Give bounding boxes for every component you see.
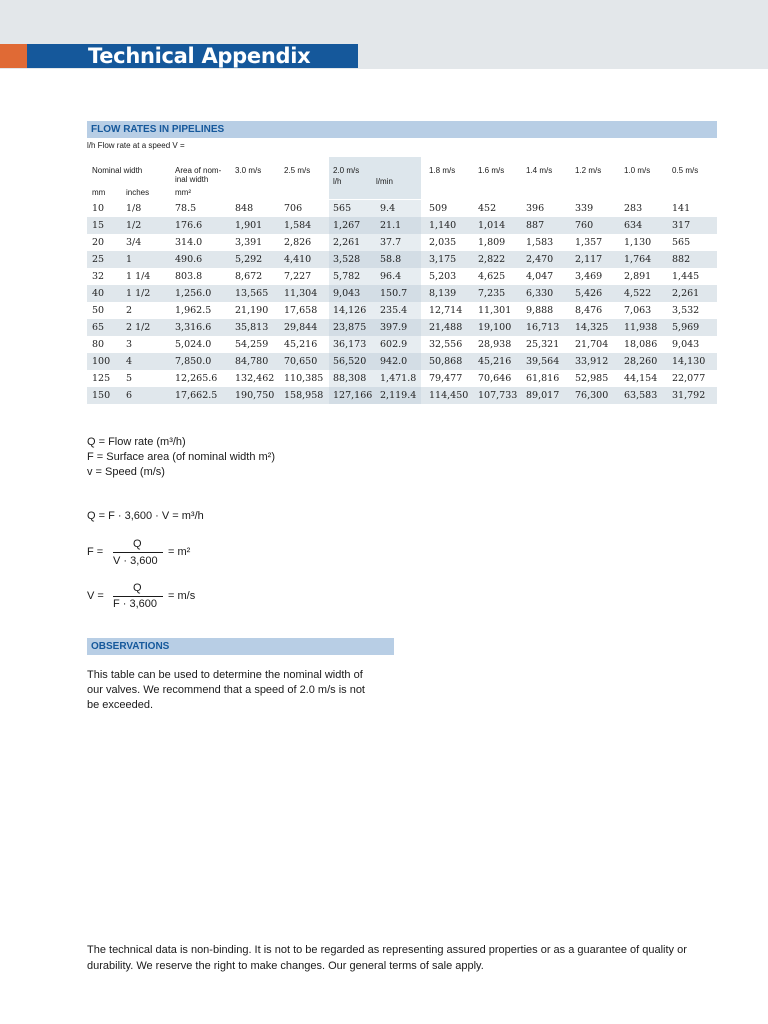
- cell-speed-1-4: 2,470: [526, 254, 554, 265]
- header-area-unit: mm²: [175, 188, 191, 197]
- table-row: [87, 336, 717, 353]
- observations-heading: OBSERVATIONS: [87, 638, 394, 655]
- f-formula-lhs: F =: [87, 546, 104, 558]
- cell-inches: 1/8: [126, 203, 142, 214]
- cell-speed-1-0: 28,260: [624, 356, 658, 367]
- cell-speed-1-0: 11,938: [624, 322, 658, 333]
- cell-mm: 20: [92, 237, 105, 248]
- f-formula-numerator: Q: [133, 538, 142, 550]
- header-speed-1-4: 1.4 m/s: [526, 166, 553, 175]
- cell-speed-2-5: 2,826: [284, 237, 312, 248]
- cell-lmin: 397.9: [380, 322, 408, 333]
- title-bar: [27, 44, 358, 68]
- cell-speed-1-2: 1,357: [575, 237, 603, 248]
- cell-speed-1-2: 8,476: [575, 305, 603, 316]
- cell-speed-1-2: 33,912: [575, 356, 609, 367]
- cell-mm: 100: [92, 356, 111, 367]
- cell-area: 490.6: [175, 254, 203, 265]
- f-formula-denominator: V · 3,600: [113, 555, 158, 567]
- legend-f: [87, 451, 275, 463]
- cell-inches: 3/4: [126, 237, 142, 248]
- cell-speed-3-0: 21,190: [235, 305, 269, 316]
- cell-speed-1-6: 11,301: [478, 305, 512, 316]
- cell-speed-2-5: 158,958: [284, 390, 324, 401]
- cell-speed-1-6: 107,733: [478, 390, 518, 401]
- cell-lmin: 9.4: [380, 203, 396, 214]
- cell-speed-1-6: 2,822: [478, 254, 506, 265]
- header-speed-3-0: 3.0 m/s: [235, 166, 262, 175]
- cell-speed-2-5: 29,844: [284, 322, 318, 333]
- cell-speed-1-4: 39,564: [526, 356, 560, 367]
- cell-speed-3-0: 190,750: [235, 390, 275, 401]
- cell-speed-1-0: 283: [624, 203, 643, 214]
- cell-lh: 2,261: [333, 237, 361, 248]
- cell-speed-2-5: 1,584: [284, 220, 312, 231]
- cell-speed-3-0: 8,672: [235, 271, 263, 282]
- legend-q: [87, 436, 186, 448]
- cell-speed-3-0: 84,780: [235, 356, 269, 367]
- cell-inches: 1 1/4: [126, 271, 151, 282]
- cell-lh: 127,166: [333, 390, 373, 401]
- cell-speed-1-4: 61,816: [526, 373, 560, 384]
- cell-area: 1,256.0: [175, 288, 212, 299]
- cell-mm: 25: [92, 254, 105, 265]
- cell-speed-3-0: 3,391: [235, 237, 263, 248]
- cell-area: 3,316.6: [175, 322, 212, 333]
- table-row: [87, 268, 717, 285]
- q-formula: Q = F · 3,600 · V = m³/h: [87, 510, 204, 522]
- header-speed-1-2: 1.2 m/s: [575, 166, 602, 175]
- cell-speed-1-0: 63,583: [624, 390, 658, 401]
- cell-speed-1-4: 887: [526, 220, 545, 231]
- cell-speed-2-5: 17,658: [284, 305, 318, 316]
- cell-lmin: 150.7: [380, 288, 408, 299]
- legend-v: [87, 466, 165, 478]
- cell-speed-1-8: 12,714: [429, 305, 463, 316]
- cell-speed-3-0: 13,565: [235, 288, 269, 299]
- cell-lmin: 602.9: [380, 339, 408, 350]
- cell-inches: 2: [126, 305, 133, 316]
- highlight-column-header: [329, 157, 421, 199]
- cell-area: 314.0: [175, 237, 203, 248]
- cell-speed-1-0: 7,063: [624, 305, 652, 316]
- cell-speed-1-8: 2,035: [429, 237, 457, 248]
- cell-speed-2-5: 70,650: [284, 356, 318, 367]
- cell-area: 78.5: [175, 203, 197, 214]
- cell-speed-0-5: 565: [672, 237, 691, 248]
- cell-inches: 1 1/2: [126, 288, 151, 299]
- header-speed-1-8: 1.8 m/s: [429, 166, 456, 175]
- cell-speed-0-5: 317: [672, 220, 691, 231]
- cell-speed-1-2: 14,325: [575, 322, 609, 333]
- cell-speed-1-8: 79,477: [429, 373, 463, 384]
- cell-lh: 14,126: [333, 305, 367, 316]
- table-subtitle: l/h Flow rate at a speed V =: [87, 141, 185, 150]
- table-row: [87, 302, 717, 319]
- cell-mm: 40: [92, 288, 105, 299]
- cell-speed-1-8: 114,450: [429, 390, 469, 401]
- cell-inches: 5: [126, 373, 133, 384]
- v-formula-numerator: Q: [133, 582, 142, 594]
- disclaimer-footer: The technical data is non-binding. It is not to be regarded as representing assured properties or as a guarantee of quality or durability. We reserve the right to make changes. Our general terms of sale apply.: [87, 944, 687, 972]
- cell-speed-1-0: 4,522: [624, 288, 652, 299]
- cell-lmin: 942.0: [380, 356, 408, 367]
- cell-lh: 5,782: [333, 271, 361, 282]
- cell-speed-1-6: 7,235: [478, 288, 506, 299]
- cell-area: 803.8: [175, 271, 203, 282]
- table-row: [87, 285, 717, 302]
- flow-rate-table: [87, 200, 717, 404]
- cell-speed-0-5: 14,130: [672, 356, 706, 367]
- cell-inches: 2 1/2: [126, 322, 151, 333]
- cell-speed-2-5: 45,216: [284, 339, 318, 350]
- cell-speed-3-0: 1,901: [235, 220, 263, 231]
- cell-speed-1-6: 1,809: [478, 237, 506, 248]
- cell-speed-2-5: 11,304: [284, 288, 318, 299]
- v-formula-rhs: = m/s: [168, 590, 196, 602]
- cell-lh: 88,308: [333, 373, 367, 384]
- cell-lmin: 21.1: [380, 220, 402, 231]
- cell-lh: 565: [333, 203, 352, 214]
- cell-speed-1-8: 50,868: [429, 356, 463, 367]
- cell-speed-1-2: 21,704: [575, 339, 609, 350]
- cell-lmin: 58.8: [380, 254, 402, 265]
- header-speed-1-0: 1.0 m/s: [624, 166, 651, 175]
- cell-area: 176.6: [175, 220, 203, 231]
- cell-speed-1-8: 509: [429, 203, 448, 214]
- table-row: [87, 251, 717, 268]
- cell-speed-1-0: 1,764: [624, 254, 652, 265]
- cell-mm: 15: [92, 220, 105, 231]
- cell-lh: 23,875: [333, 322, 367, 333]
- flow-rates-heading: FLOW RATES IN PIPELINES: [87, 121, 717, 138]
- cell-mm: 32: [92, 271, 105, 282]
- accent-block: [0, 44, 27, 68]
- cell-lh: 56,520: [333, 356, 367, 367]
- cell-speed-1-8: 8,139: [429, 288, 457, 299]
- header-speed-0-5: 0.5 m/s: [672, 166, 699, 175]
- cell-inches: 6: [126, 390, 133, 401]
- cell-speed-3-0: 54,259: [235, 339, 269, 350]
- cell-lmin: 37.7: [380, 237, 402, 248]
- cell-speed-0-5: 2,261: [672, 288, 700, 299]
- header-speed-1-6: 1.6 m/s: [478, 166, 505, 175]
- header-speed-2-5: 2.5 m/s: [284, 166, 311, 175]
- cell-area: 17,662.5: [175, 390, 218, 401]
- cell-lmin: 96.4: [380, 271, 402, 282]
- cell-speed-0-5: 9,043: [672, 339, 700, 350]
- cell-speed-1-4: 16,713: [526, 322, 560, 333]
- cell-speed-1-0: 44,154: [624, 373, 658, 384]
- cell-inches: 4: [126, 356, 133, 367]
- cell-lh: 1,267: [333, 220, 361, 231]
- cell-speed-1-8: 1,140: [429, 220, 457, 231]
- cell-lmin: 1,471.8: [380, 373, 417, 384]
- cell-speed-1-6: 28,938: [478, 339, 512, 350]
- cell-speed-1-2: 2,117: [575, 254, 603, 265]
- cell-mm: 65: [92, 322, 105, 333]
- header-lh: l/h: [333, 177, 342, 186]
- cell-area: 1,962.5: [175, 305, 212, 316]
- cell-speed-3-0: 35,813: [235, 322, 269, 333]
- cell-area: 12,265.6: [175, 373, 218, 384]
- cell-speed-1-2: 5,426: [575, 288, 603, 299]
- cell-speed-1-8: 3,175: [429, 254, 457, 265]
- cell-speed-2-5: 7,227: [284, 271, 312, 282]
- cell-mm: 50: [92, 305, 105, 316]
- cell-mm: 125: [92, 373, 111, 384]
- cell-lmin: 2,119.4: [380, 390, 417, 401]
- f-fraction-line: [113, 552, 163, 553]
- table-row: [87, 353, 717, 370]
- cell-speed-0-5: 1,445: [672, 271, 700, 282]
- legend-v-text: v = Speed (m/s): [87, 466, 165, 478]
- cell-lh: 36,173: [333, 339, 367, 350]
- cell-speed-0-5: 882: [672, 254, 691, 265]
- table-row: [87, 370, 717, 387]
- table-row: [87, 217, 717, 234]
- cell-mm: 150: [92, 390, 111, 401]
- cell-speed-1-0: 18,086: [624, 339, 658, 350]
- header-mm: mm: [92, 188, 106, 197]
- header-lmin: l/min: [376, 177, 393, 186]
- header-speed-2-0: 2.0 m/s: [333, 166, 360, 175]
- cell-speed-0-5: 5,969: [672, 322, 700, 333]
- v-formula-denominator: F · 3,600: [113, 598, 158, 610]
- page-title: Technical Appendix: [88, 44, 311, 68]
- cell-speed-1-2: 3,469: [575, 271, 603, 282]
- cell-speed-0-5: 22,077: [672, 373, 706, 384]
- cell-speed-1-6: 19,100: [478, 322, 512, 333]
- cell-speed-0-5: 31,792: [672, 390, 706, 401]
- cell-speed-3-0: 132,462: [235, 373, 275, 384]
- cell-speed-1-2: 76,300: [575, 390, 609, 401]
- cell-speed-1-0: 1,130: [624, 237, 652, 248]
- cell-speed-1-2: 760: [575, 220, 594, 231]
- table-row: [87, 234, 717, 251]
- cell-area: 7,850.0: [175, 356, 212, 367]
- cell-speed-1-8: 21,488: [429, 322, 463, 333]
- cell-speed-1-2: 52,985: [575, 373, 609, 384]
- cell-speed-3-0: 5,292: [235, 254, 263, 265]
- observations-text: This table can be used to determine the nominal width of our valves. We recommend that a speed of 2.0 m/s is not be exceeded.: [87, 669, 365, 711]
- cell-speed-0-5: 3,532: [672, 305, 700, 316]
- cell-speed-2-5: 110,385: [284, 373, 324, 384]
- cell-lh: 9,043: [333, 288, 361, 299]
- cell-speed-1-4: 25,321: [526, 339, 560, 350]
- cell-speed-1-8: 5,203: [429, 271, 457, 282]
- cell-inches: 3: [126, 339, 133, 350]
- cell-speed-1-4: 396: [526, 203, 545, 214]
- cell-speed-1-0: 634: [624, 220, 643, 231]
- cell-speed-2-5: 4,410: [284, 254, 312, 265]
- cell-speed-1-4: 4,047: [526, 271, 554, 282]
- cell-speed-3-0: 848: [235, 203, 254, 214]
- cell-speed-1-6: 1,014: [478, 220, 506, 231]
- cell-speed-1-4: 1,583: [526, 237, 554, 248]
- cell-speed-1-6: 70,646: [478, 373, 512, 384]
- cell-speed-1-0: 2,891: [624, 271, 652, 282]
- v-formula-lhs: V =: [87, 590, 104, 602]
- table-row: [87, 387, 717, 404]
- cell-speed-0-5: 141: [672, 203, 691, 214]
- cell-speed-1-8: 32,556: [429, 339, 463, 350]
- cell-speed-1-6: 4,625: [478, 271, 506, 282]
- cell-lmin: 235.4: [380, 305, 408, 316]
- cell-mm: 10: [92, 203, 105, 214]
- cell-speed-2-5: 706: [284, 203, 303, 214]
- cell-speed-1-2: 339: [575, 203, 594, 214]
- cell-speed-1-6: 452: [478, 203, 497, 214]
- cell-speed-1-4: 9,888: [526, 305, 554, 316]
- cell-lh: 3,528: [333, 254, 361, 265]
- cell-area: 5,024.0: [175, 339, 212, 350]
- header-area: Area of nom-inal width: [175, 166, 222, 184]
- v-fraction-line: [113, 596, 163, 597]
- cell-speed-1-4: 89,017: [526, 390, 560, 401]
- header-inches: inches: [126, 188, 150, 197]
- cell-inches: 1: [126, 254, 133, 265]
- f-formula-rhs: = m²: [168, 546, 191, 558]
- header-nominal-width: Nominal width: [92, 166, 143, 175]
- cell-speed-1-6: 45,216: [478, 356, 512, 367]
- cell-mm: 80: [92, 339, 105, 350]
- cell-inches: 1/2: [126, 220, 142, 231]
- table-row: [87, 319, 717, 336]
- cell-speed-1-4: 6,330: [526, 288, 554, 299]
- legend-q-text: Q = Flow rate (m³/h): [87, 436, 186, 448]
- table-row: [87, 200, 717, 217]
- legend-f-text: F = Surface area (of nominal width m²): [87, 451, 275, 463]
